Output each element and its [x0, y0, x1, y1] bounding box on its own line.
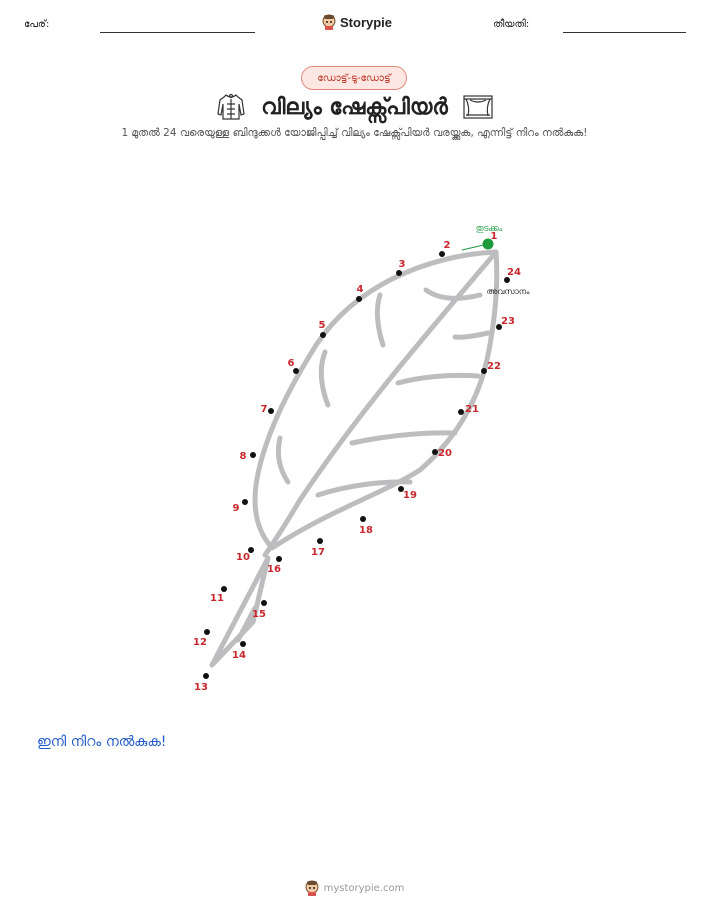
dot-marker[interactable]: [268, 408, 274, 414]
dot-number: 9: [232, 503, 240, 514]
dot-13[interactable]: [194, 673, 209, 693]
dot-5[interactable]: [319, 320, 326, 338]
footer: [0, 880, 709, 896]
dot-number: 7: [260, 404, 268, 415]
dot-marker[interactable]: [317, 538, 323, 544]
dot-number: 2: [443, 240, 451, 251]
dot-number: 13: [194, 682, 208, 693]
dot-number: 8: [239, 451, 247, 462]
dot-7[interactable]: [261, 404, 274, 415]
dot-marker[interactable]: [276, 556, 282, 562]
dot-number: 14: [232, 650, 246, 661]
dot-18[interactable]: [359, 516, 373, 536]
dot-12[interactable]: [193, 629, 210, 648]
dot-2[interactable]: [439, 240, 451, 257]
dot-23[interactable]: [496, 316, 515, 330]
dot-number: 1: [490, 231, 498, 242]
dot-8[interactable]: [240, 451, 256, 462]
dot-marker[interactable]: [221, 586, 227, 592]
end-label: അവസാനം: [486, 287, 530, 296]
dot-17[interactable]: [311, 538, 325, 558]
dot-marker[interactable]: [261, 600, 267, 606]
dot-marker[interactable]: [204, 629, 210, 635]
dot-number: 4: [356, 284, 364, 295]
brand-name: Storypie: [340, 14, 393, 30]
storypie-footer-mascot-icon: [305, 880, 319, 896]
page-title: വില്യം ഷേക്സ്പിയർ: [261, 94, 448, 120]
dot-marker[interactable]: [250, 452, 256, 458]
dot-number: 21: [465, 404, 479, 415]
dot-21[interactable]: [458, 404, 479, 415]
instructions: 1 മുതൽ 24 വരെയുള്ള ബിന്ദുക്കൾ യോജിപ്പിച്ച് വില്യം ഷേക്സ്പിയർ വരയ്ക്കുക, എന്നിട്ട് നിറം നൽകുക!: [121, 127, 588, 139]
dot-number: 15: [252, 609, 266, 620]
feather-guide-drawing: [212, 252, 497, 665]
dot-marker[interactable]: [356, 296, 362, 302]
dot-number: 3: [398, 259, 406, 270]
dot-number: 11: [210, 593, 224, 604]
dot-marker[interactable]: [360, 516, 366, 522]
activity-badge: ഡോട്ട്-ടു-ഡോട്ട്: [301, 66, 407, 90]
dot-number: 5: [318, 320, 326, 331]
dot-number: 23: [501, 316, 515, 327]
dot-number: 16: [267, 564, 281, 575]
dot-number: 10: [236, 552, 250, 563]
date-label: തീയതി:: [493, 19, 530, 30]
footer-url[interactable]: mystorypie.com: [323, 882, 405, 894]
dot-marker[interactable]: [396, 270, 402, 276]
dot-number: 22: [487, 361, 501, 372]
dot-24[interactable]: [504, 267, 521, 283]
dot-number: 24: [507, 267, 521, 278]
dot-11[interactable]: [210, 586, 227, 604]
dot-marker[interactable]: [458, 409, 464, 415]
dot-number: 20: [438, 448, 452, 459]
dot-marker[interactable]: [240, 641, 246, 647]
dot-number: 17: [311, 547, 325, 558]
dot-marker[interactable]: [320, 332, 326, 338]
dot-marker[interactable]: [242, 499, 248, 505]
dot-number: 12: [193, 637, 207, 648]
start-label: തുടക്കം: [475, 224, 503, 234]
dot-number: 6: [287, 358, 295, 369]
name-label: പേര്:: [24, 19, 50, 30]
dot-19[interactable]: [398, 486, 417, 501]
color-it-prompt: ഇനി നിറം നൽകുക!: [37, 734, 167, 750]
dots-layer: [193, 231, 521, 693]
dot-10[interactable]: [236, 547, 254, 563]
dot-number: 18: [359, 525, 373, 536]
dot-marker[interactable]: [439, 251, 445, 257]
dot-9[interactable]: [233, 499, 248, 514]
dot-marker[interactable]: [203, 673, 209, 679]
dot-number: 19: [403, 490, 417, 501]
dot-6[interactable]: [288, 358, 299, 374]
